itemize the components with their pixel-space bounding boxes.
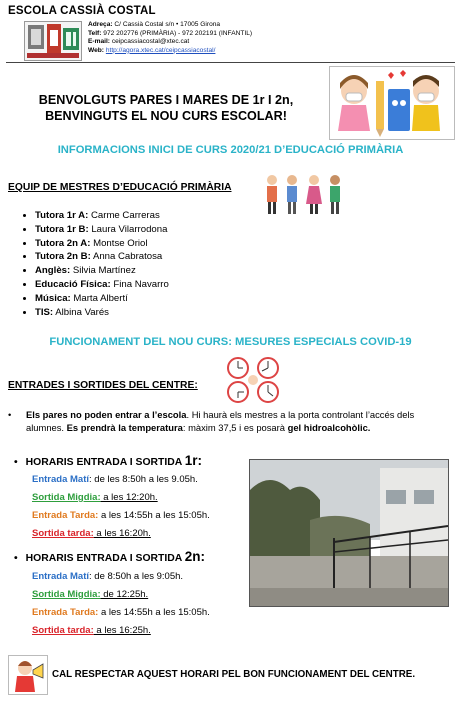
schedule-1r-exit: Sortida tarda: a les 16:20h. [32,528,151,539]
schedule-2n-exit: Sortida tarda: a les 16:25h. [32,625,151,636]
bullet-icon: • [14,457,18,468]
schedule-1r-title: • HORARIS ENTRADA I SORTIDA 1r: [14,453,203,468]
address-label: Adreça: [88,21,113,28]
list-item: • Tutora 2n B: Anna Cabratosa [35,250,169,264]
schedule-2n-noon: Sortida Migdia: de 12:25h. [32,589,149,600]
schedule-1r-afternoon: Entrada Tarda: a les 14:55h a les 15:05h. [32,510,210,521]
phone-label: Telf: [88,29,102,37]
list-item: • Educació Física: Fina Navarro [35,278,169,292]
teachers-illustration [262,172,346,216]
schedule-1r-morning: Entrada Matí: de les 8:50h a les 9.05h. [32,474,198,485]
list-item: • Tutora 2n A: Montse Oriol [35,237,169,251]
entry-rules-note: • Els pares no poden entrar a l’escola. Hi haurà els mestres a la porta controlant l’accés dels alumnes. Es prendrà la temperatura: màxim 37,5 i es posarà gel hidroalcohòlic. [8,409,415,434]
list-item: • Anglès: Silvia Martínez [35,264,169,278]
list-item: • Música: Marta Albertí [35,292,169,306]
staff-heading: EQUIP DE MESTRES D’EDUCACIÓ PRIMÀRIA [8,182,232,193]
bullet-icon: • [14,553,18,564]
info-heading: INFORMACIONS INICI DE CURS 2020/21 D’EDUCACIÓ PRIMÀRIA [57,144,404,156]
address: C/ Cassià Costal s/n • 17005 Girona [114,21,221,28]
schedule-2n-afternoon: Entrada Tarda: a les 14:55h a les 15:05h. [32,607,210,618]
web-link[interactable]: http://agora.xtec.cat/ceipcassiacostal/ [105,46,216,54]
clocks-illustration [224,356,286,404]
contact-info [88,21,252,55]
megaphone-kid-icon [8,655,48,695]
welcome-line-2: BENVINGUTS EL NOU CURS ESCOLAR! [45,109,287,123]
list-item: • TIS: Albina Varés [35,306,169,320]
list-item: • Tutora 1r A: Carme Carreras [35,209,169,223]
schedule-2n-title: • HORARIS ENTRADA I SORTIDA 2n: [14,549,206,564]
schedule-2n-morning: Entrada Matí: de 8:50h a les 9:05h. [32,571,184,582]
email[interactable]: ceipcassiacostal@xtec.cat [111,38,190,46]
welcome-title [12,92,320,124]
phone: 972 202776 (PRIMÀRIA) - 972 202191 (INFANTIL) [103,29,253,37]
list-item: • Tutora 1r B: Laura Vilarrodona [35,223,169,237]
welcome-line-1: BENVOLGUTS PARES I MARES DE 1r I 2n, [38,93,294,107]
staff-list [22,209,169,319]
footer-notice: CAL RESPECTAR AQUEST HORARI PEL BON FUNCIONAMENT DEL CENTRE. [52,669,416,680]
school-logo [24,21,82,61]
covid-heading: FUNCIONAMENT DEL NOU CURS: MESURES ESPECIALS COVID-19 [49,336,412,348]
school-name: ESCOLA CASSIÀ COSTAL [8,5,156,17]
web-label: Web: [88,46,104,54]
bullet-icon: • [8,409,12,420]
school-entrance-photo [249,459,449,607]
email-label: E-mail: [88,38,110,46]
header-divider [6,62,455,63]
entries-heading: ENTRADES I SORTIDES DEL CENTRE: [8,380,198,391]
kids-illustration [329,66,455,140]
schedule-1r-noon: Sortida Migdia: a les 12:20h. [32,492,158,503]
